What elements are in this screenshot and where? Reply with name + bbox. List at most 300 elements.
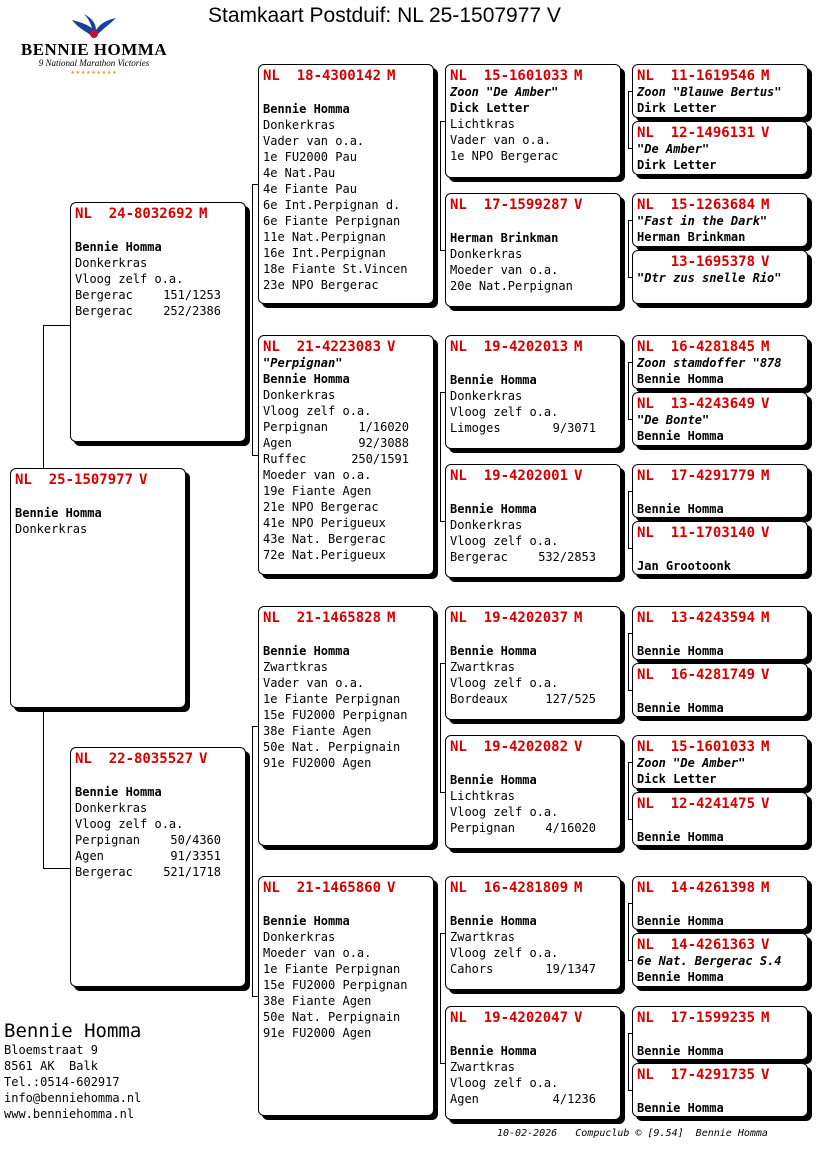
ring-number	[75, 206, 241, 223]
dove-logo-icon	[66, 12, 122, 42]
pedigree-connector	[43, 868, 70, 869]
race-name: Bordeaux	[450, 692, 508, 706]
owner-name: Bennie Homma	[450, 1044, 537, 1058]
ring-number	[263, 880, 429, 897]
ring-code: NL 24-8032692	[75, 206, 194, 222]
race-result-row	[450, 961, 596, 977]
ring-code: 13-1695378	[637, 254, 756, 270]
pigeon-card-p21[interactable]	[632, 464, 808, 518]
pigeon-card-p14[interactable]	[445, 1006, 621, 1120]
pigeon-info-line: 20e Nat.Perpignan	[450, 279, 573, 293]
ring-number	[637, 1067, 803, 1084]
pigeon-info-line: 43e Nat. Bergerac	[263, 532, 386, 546]
pigeon-info-line: Donkerkras	[75, 256, 148, 270]
logo-subtitle: 9 National Marathon Victories	[38, 58, 150, 68]
owner-name: Bennie Homma	[637, 1101, 724, 1115]
race-position: 50/4360	[170, 833, 221, 847]
ring-number	[450, 468, 616, 485]
ring-number	[637, 197, 803, 214]
ring-code: NL 19-4202013	[450, 339, 569, 355]
pigeon-card-p6[interactable]	[258, 876, 434, 1116]
pigeon-info-line: Vloog zelf o.a.	[450, 1076, 559, 1090]
ring-code: NL 21-4223083	[263, 339, 382, 355]
sex-code: M	[761, 739, 770, 755]
race-position: 4/16020	[545, 821, 596, 835]
pedigree-connector	[628, 91, 629, 148]
ring-number	[637, 937, 803, 954]
pigeon-info-line: Moeder van o.a.	[450, 263, 559, 277]
ring-number	[637, 880, 803, 897]
spacer	[450, 1027, 616, 1043]
pigeon-card-p17[interactable]	[632, 193, 808, 247]
ring-number	[637, 610, 803, 627]
owner-name: Bennie Homma	[450, 914, 537, 928]
owner-name: Bennie Homma	[450, 373, 537, 387]
pedigree-connector	[628, 633, 629, 690]
pigeon-info-line: Vader van o.a.	[263, 134, 365, 148]
race-name: Perpignan	[450, 821, 516, 835]
pigeon-card-p26[interactable]	[632, 792, 808, 846]
owner-name: Bennie Homma	[637, 644, 724, 658]
sex-code: V	[387, 880, 396, 896]
owner-name: Bennie Homma	[637, 1044, 724, 1058]
spacer	[637, 627, 803, 643]
pigeon-info-line: 1e FU2000 Pau	[263, 150, 357, 164]
race-result-row	[450, 820, 596, 836]
race-name: Limoges	[450, 421, 501, 435]
pigeon-nickname: Zoon "De Amber"	[450, 85, 559, 99]
pigeon-nickname: "Perpignan"	[263, 356, 343, 370]
pedigree-connector	[440, 933, 441, 1063]
race-name: Perpignan	[75, 833, 141, 847]
pigeon-info-line: Donkerkras	[263, 118, 336, 132]
race-position: 151/1253	[163, 288, 221, 302]
ring-code: NL 17-1599287	[450, 197, 569, 213]
pigeon-info-line: Vloog zelf o.a.	[450, 946, 559, 960]
pigeon-info-line: 41e NPO Perigueux	[263, 516, 386, 530]
pigeon-info-line: 38e Fiante Agen	[263, 994, 372, 1008]
pigeon-card-p20[interactable]	[632, 392, 808, 446]
spacer	[637, 684, 803, 700]
pigeon-nickname: "De Bonte"	[637, 413, 710, 427]
pigeon-nickname: "Dtr zus snelle Rio"	[637, 271, 782, 285]
pigeon-info-line: 4e Fiante Pau	[263, 182, 357, 196]
pigeon-info-line: Donkerkras	[263, 388, 336, 402]
race-result-row	[75, 864, 221, 880]
page-title: Stamkaart Postduif: NL 25-1507977 V	[208, 4, 561, 27]
race-name: Agen	[75, 849, 104, 863]
sex-code: M	[387, 68, 396, 84]
ring-code: NL 19-4202001	[450, 468, 569, 484]
race-name: Bergerac	[75, 288, 133, 302]
ring-number	[450, 339, 616, 356]
pigeon-info-line: Lichtkras	[450, 789, 516, 803]
pigeon-info-line: 6e Int.Perpignan d.	[263, 198, 401, 212]
sex-code: M	[199, 206, 208, 222]
sex-code: V	[761, 937, 770, 953]
ring-code: NL 13-4243649	[637, 396, 756, 412]
race-position: 521/1718	[163, 865, 221, 879]
ring-number	[637, 667, 803, 684]
pigeon-card-p19[interactable]	[632, 335, 808, 389]
ring-number	[450, 880, 616, 897]
race-result-row	[263, 419, 409, 435]
spacer	[75, 223, 241, 239]
sex-code: M	[574, 339, 583, 355]
sex-code: M	[761, 1010, 770, 1026]
pigeon-nickname: 6e Nat. Bergerac S.4	[637, 954, 782, 968]
pigeon-info-line: 15e FU2000 Perpignan	[263, 978, 408, 992]
owner-name: Bennie Homma	[263, 914, 350, 928]
pigeon-card-p27[interactable]	[632, 876, 808, 930]
race-position: 19/1347	[545, 962, 596, 976]
pigeon-info-line: Donkerkras	[263, 930, 336, 944]
address-email: info@benniehomma.nl	[4, 1091, 142, 1105]
pigeon-info-line: 91e FU2000 Agen	[263, 1026, 372, 1040]
sex-code: V	[761, 1067, 770, 1083]
pigeon-card-p16[interactable]	[632, 121, 808, 175]
pigeon-card-p12[interactable]	[445, 735, 621, 849]
race-result-row	[450, 420, 596, 436]
spacer	[263, 85, 429, 101]
race-name: Bergerac	[75, 865, 133, 879]
sex-code: M	[574, 880, 583, 896]
pigeon-info-line: Moeder van o.a.	[263, 946, 372, 960]
logo	[8, 12, 180, 82]
owner-name: Bennie Homma	[637, 970, 724, 984]
pigeon-info-line: 72e Nat.Perigueux	[263, 548, 386, 562]
owner-name: Bennie Homma	[75, 240, 162, 254]
pedigree-connector	[440, 121, 441, 250]
pigeon-card-p8[interactable]	[445, 193, 621, 307]
sex-code: M	[761, 197, 770, 213]
owner-name: Bennie Homma	[450, 644, 537, 658]
race-result-row	[450, 1091, 596, 1107]
pigeon-info-line: Vader van o.a.	[450, 133, 552, 147]
breeder-address	[4, 1020, 141, 1122]
pigeon-card-p15[interactable]	[632, 64, 808, 118]
sex-code: V	[761, 125, 770, 141]
race-position: 127/525	[545, 692, 596, 706]
ring-code: NL 17-1599235	[637, 1010, 756, 1026]
ring-code: NL 15-1601033	[450, 68, 569, 84]
pigeon-info-line: 18e Fiante St.Vincen	[263, 262, 408, 276]
ring-number	[637, 468, 803, 485]
race-position: 1/16020	[358, 420, 409, 434]
race-position: 250/1591	[351, 452, 409, 466]
sex-code: V	[761, 796, 770, 812]
ring-code: NL 11-1619546	[637, 68, 756, 84]
ring-code: NL 13-4243594	[637, 610, 756, 626]
pigeon-info-line: Zwartkras	[263, 660, 329, 674]
ring-code: NL 14-4261363	[637, 937, 756, 953]
ring-number	[637, 525, 803, 542]
pigeon-nickname: Zoon "De Amber"	[637, 756, 746, 770]
race-position: 532/2853	[538, 550, 596, 564]
owner-name: Dirk Letter	[637, 101, 717, 115]
pigeon-card-p7[interactable]	[445, 64, 621, 178]
owner-name: Bennie Homma	[637, 701, 724, 715]
pigeon-card-p25[interactable]	[632, 735, 808, 789]
ring-number	[637, 125, 803, 142]
owner-name: Bennie Homma	[263, 372, 350, 386]
spacer	[637, 485, 803, 501]
pigeon-card-p10[interactable]	[445, 464, 621, 578]
pigeon-info-line: 19e Fiante Agen	[263, 484, 372, 498]
ring-code: NL 19-4202037	[450, 610, 569, 626]
pigeon-nickname: "De Amber"	[637, 142, 710, 156]
pigeon-info-line: Donkerkras	[450, 247, 523, 261]
sex-code: M	[761, 68, 770, 84]
spacer	[637, 897, 803, 913]
ring-code: NL 21-1465860	[263, 880, 382, 896]
pigeon-info-line: Vloog zelf o.a.	[263, 404, 372, 418]
owner-name: Bennie Homma	[15, 506, 102, 520]
pedigree-connector	[628, 1033, 629, 1090]
spacer	[450, 627, 616, 643]
pedigree-connector	[440, 663, 441, 792]
sex-code: V	[139, 472, 148, 488]
ring-number	[450, 68, 616, 85]
ring-code: NL 15-1601033	[637, 739, 756, 755]
sex-code: M	[574, 68, 583, 84]
race-position: 252/2386	[163, 304, 221, 318]
spacer	[637, 542, 803, 558]
pigeon-nickname: Zoon stamdoffer "878	[637, 356, 782, 370]
pigeon-info-line: Vloog zelf o.a.	[450, 676, 559, 690]
pigeon-card-p13[interactable]	[445, 876, 621, 990]
sex-code: M	[761, 468, 770, 484]
pigeon-info-line: Donkerkras	[75, 801, 148, 815]
sex-code: V	[199, 751, 208, 767]
sex-code: M	[574, 610, 583, 626]
pedigree-connector	[628, 762, 629, 819]
pigeon-info-line: 4e Nat.Pau	[263, 166, 336, 180]
pigeon-card-p4[interactable]	[258, 335, 434, 575]
pigeon-info-line: Lichtkras	[450, 117, 516, 131]
race-position: 9/3071	[552, 421, 596, 435]
owner-name: Dirk Letter	[637, 158, 717, 172]
ring-code: NL 16-4281749	[637, 667, 756, 683]
spacer	[450, 756, 616, 772]
ring-code: NL 17-4291779	[637, 468, 756, 484]
race-result-row	[75, 832, 221, 848]
ring-code: NL 11-1703140	[637, 525, 756, 541]
pedigree-connector	[440, 392, 441, 521]
owner-name: Jan Grootoonk	[637, 559, 731, 573]
ring-code: NL 14-4261398	[637, 880, 756, 896]
pigeon-card-p11[interactable]	[445, 606, 621, 720]
ring-code: NL 19-4202047	[450, 1010, 569, 1026]
pigeon-info-line: Vloog zelf o.a.	[75, 272, 184, 286]
pigeon-card-p23[interactable]	[632, 606, 808, 660]
pigeon-card-p22[interactable]	[632, 521, 808, 575]
ring-number	[450, 1010, 616, 1027]
spacer	[75, 768, 241, 784]
ring-number	[637, 68, 803, 85]
ring-number	[75, 751, 241, 768]
sex-code: M	[761, 610, 770, 626]
address-phone: Tel.:0514-602917	[4, 1075, 120, 1089]
breeder-name: Bennie Homma	[4, 1020, 142, 1042]
ring-code: NL 16-4281845	[637, 339, 756, 355]
pigeon-info-line: Vader van o.a.	[263, 676, 365, 690]
ring-code: NL 12-1496131	[637, 125, 756, 141]
pigeon-info-line: 50e Nat. Perpignain	[263, 740, 401, 754]
pigeon-info-line: 23e NPO Bergerac	[263, 278, 379, 292]
spacer	[263, 897, 429, 913]
sex-code: V	[387, 339, 396, 355]
spacer	[450, 485, 616, 501]
pigeon-info-line: 15e FU2000 Perpignan	[263, 708, 408, 722]
sex-code: V	[574, 468, 583, 484]
race-result-row	[450, 691, 596, 707]
pigeon-card-p5[interactable]	[258, 606, 434, 846]
owner-name: Herman Brinkman	[450, 231, 559, 245]
spacer	[637, 1084, 803, 1100]
pigeon-card-p9[interactable]	[445, 335, 621, 449]
owner-name: Bennie Homma	[450, 773, 537, 787]
race-name: Bergerac	[450, 550, 508, 564]
ring-code: NL 25-1507977	[15, 472, 134, 488]
pigeon-card-p3[interactable]	[258, 64, 434, 304]
sex-code: M	[761, 339, 770, 355]
spacer	[450, 214, 616, 230]
pigeon-info-line: Moeder van o.a.	[263, 468, 372, 482]
ring-code: NL 12-4241475	[637, 796, 756, 812]
ring-code: NL 22-8035527	[75, 751, 194, 767]
pigeon-info-line: Vloog zelf o.a.	[450, 534, 559, 548]
sex-code: V	[761, 667, 770, 683]
owner-name: Bennie Homma	[637, 914, 724, 928]
sex-code: V	[574, 197, 583, 213]
ring-number	[637, 796, 803, 813]
sex-code: V	[761, 254, 770, 270]
sex-code: V	[761, 525, 770, 541]
ring-number	[637, 739, 803, 756]
race-name: Bergerac	[75, 304, 133, 318]
pigeon-info-line: Vloog zelf o.a.	[75, 817, 184, 831]
ring-number	[263, 339, 429, 356]
logo-stars: ★★★★★★★★★	[70, 68, 118, 76]
race-position: 91/3351	[170, 849, 221, 863]
race-result-row	[75, 848, 221, 864]
pigeon-card-p1[interactable]	[70, 202, 246, 442]
address-street: Bloemstraat 9	[4, 1043, 98, 1057]
race-result-row	[263, 451, 409, 467]
pigeon-nickname: Zoon "Blauwe Bertus"	[637, 85, 782, 99]
ring-number	[637, 396, 803, 413]
ring-code: NL 16-4281809	[450, 880, 569, 896]
pigeon-info-line: 50e Nat. Perpignain	[263, 1010, 401, 1024]
ring-code: NL 17-4291735	[637, 1067, 756, 1083]
logo-name: BENNIE HOMMA	[20, 40, 168, 59]
pigeon-info-line: Zwartkras	[450, 660, 516, 674]
race-name: Agen	[263, 436, 292, 450]
ring-code: NL 15-1263684	[637, 197, 756, 213]
pigeon-info-line: 21e NPO Bergerac	[263, 500, 379, 514]
spacer	[637, 1027, 803, 1043]
race-name: Cahors	[450, 962, 494, 976]
sex-code: M	[387, 610, 396, 626]
pedigree-connector	[628, 491, 629, 548]
pigeon-info-line: Donkerkras	[15, 522, 88, 536]
pigeon-info-line: 1e Fiante Perpignan	[263, 962, 401, 976]
spacer	[15, 489, 181, 505]
race-result-row	[75, 287, 221, 303]
owner-name: Bennie Homma	[450, 502, 537, 516]
race-position: 92/3088	[358, 436, 409, 450]
pigeon-info-line: Donkerkras	[450, 389, 523, 403]
race-result-row	[263, 435, 409, 451]
pedigree-connector	[43, 325, 70, 326]
footer: 10-02-2026 Compuclub © [9.54] Bennie Homma	[497, 1128, 768, 1139]
pigeon-card-p2[interactable]	[70, 747, 246, 987]
owner-name: Bennie Homma	[637, 429, 724, 443]
pedigree-connector	[252, 726, 253, 996]
owner-name: Bennie Homma	[637, 502, 724, 516]
ring-number	[637, 339, 803, 356]
pigeon-info-line: 11e Nat.Perpignan	[263, 230, 386, 244]
owner-name: Bennie Homma	[637, 372, 724, 386]
pigeon-card-p18[interactable]	[632, 250, 808, 304]
pigeon-info-line: 1e NPO Bergerac	[450, 149, 559, 163]
ring-number	[263, 68, 429, 85]
owner-name: Bennie Homma	[75, 785, 162, 799]
sex-code: V	[761, 396, 770, 412]
pigeon-card-p29[interactable]	[632, 1006, 808, 1060]
owner-name: Bennie Homma	[263, 644, 350, 658]
race-position: 4/1236	[552, 1092, 596, 1106]
ring-code: NL 18-4300142	[263, 68, 382, 84]
pigeon-info-line: 6e Fiante Perpignan	[263, 214, 401, 228]
pedigree-connector	[628, 220, 629, 277]
pigeon-info-line: Zwartkras	[450, 930, 516, 944]
spacer	[450, 897, 616, 913]
pigeon-card-p28[interactable]	[632, 933, 808, 987]
owner-name: Herman Brinkman	[637, 230, 746, 244]
pigeon-info-line: Vloog zelf o.a.	[450, 405, 559, 419]
pigeon-info-line: 1e Fiante Perpignan	[263, 692, 401, 706]
pigeon-card-p30[interactable]	[632, 1063, 808, 1117]
race-name: Ruffec	[263, 452, 307, 466]
ring-number	[263, 610, 429, 627]
race-name: Agen	[450, 1092, 479, 1106]
owner-name: Dick Letter	[637, 772, 717, 786]
ring-code: NL 19-4202082	[450, 739, 569, 755]
race-result-row	[75, 303, 221, 319]
ring-number	[450, 610, 616, 627]
ring-number	[637, 1010, 803, 1027]
sex-code: V	[574, 739, 583, 755]
sex-code: V	[574, 1010, 583, 1026]
pigeon-info-line: Vloog zelf o.a.	[450, 805, 559, 819]
pigeon-card-p0[interactable]	[10, 468, 186, 708]
spacer	[263, 627, 429, 643]
spacer	[450, 356, 616, 372]
pigeon-info-line: 16e Int.Perpignan	[263, 246, 386, 260]
pedigree-connector	[628, 362, 629, 419]
pigeon-nickname: "Fast in the Dark"	[637, 214, 768, 228]
pedigree-connector	[252, 184, 253, 455]
pedigree-connector	[628, 903, 629, 960]
ring-number	[450, 197, 616, 214]
race-result-row	[450, 549, 596, 565]
address-city: 8561 AK Balk	[4, 1059, 98, 1073]
sex-code: M	[761, 880, 770, 896]
ring-number	[637, 254, 803, 271]
pigeon-card-p24[interactable]	[632, 663, 808, 717]
